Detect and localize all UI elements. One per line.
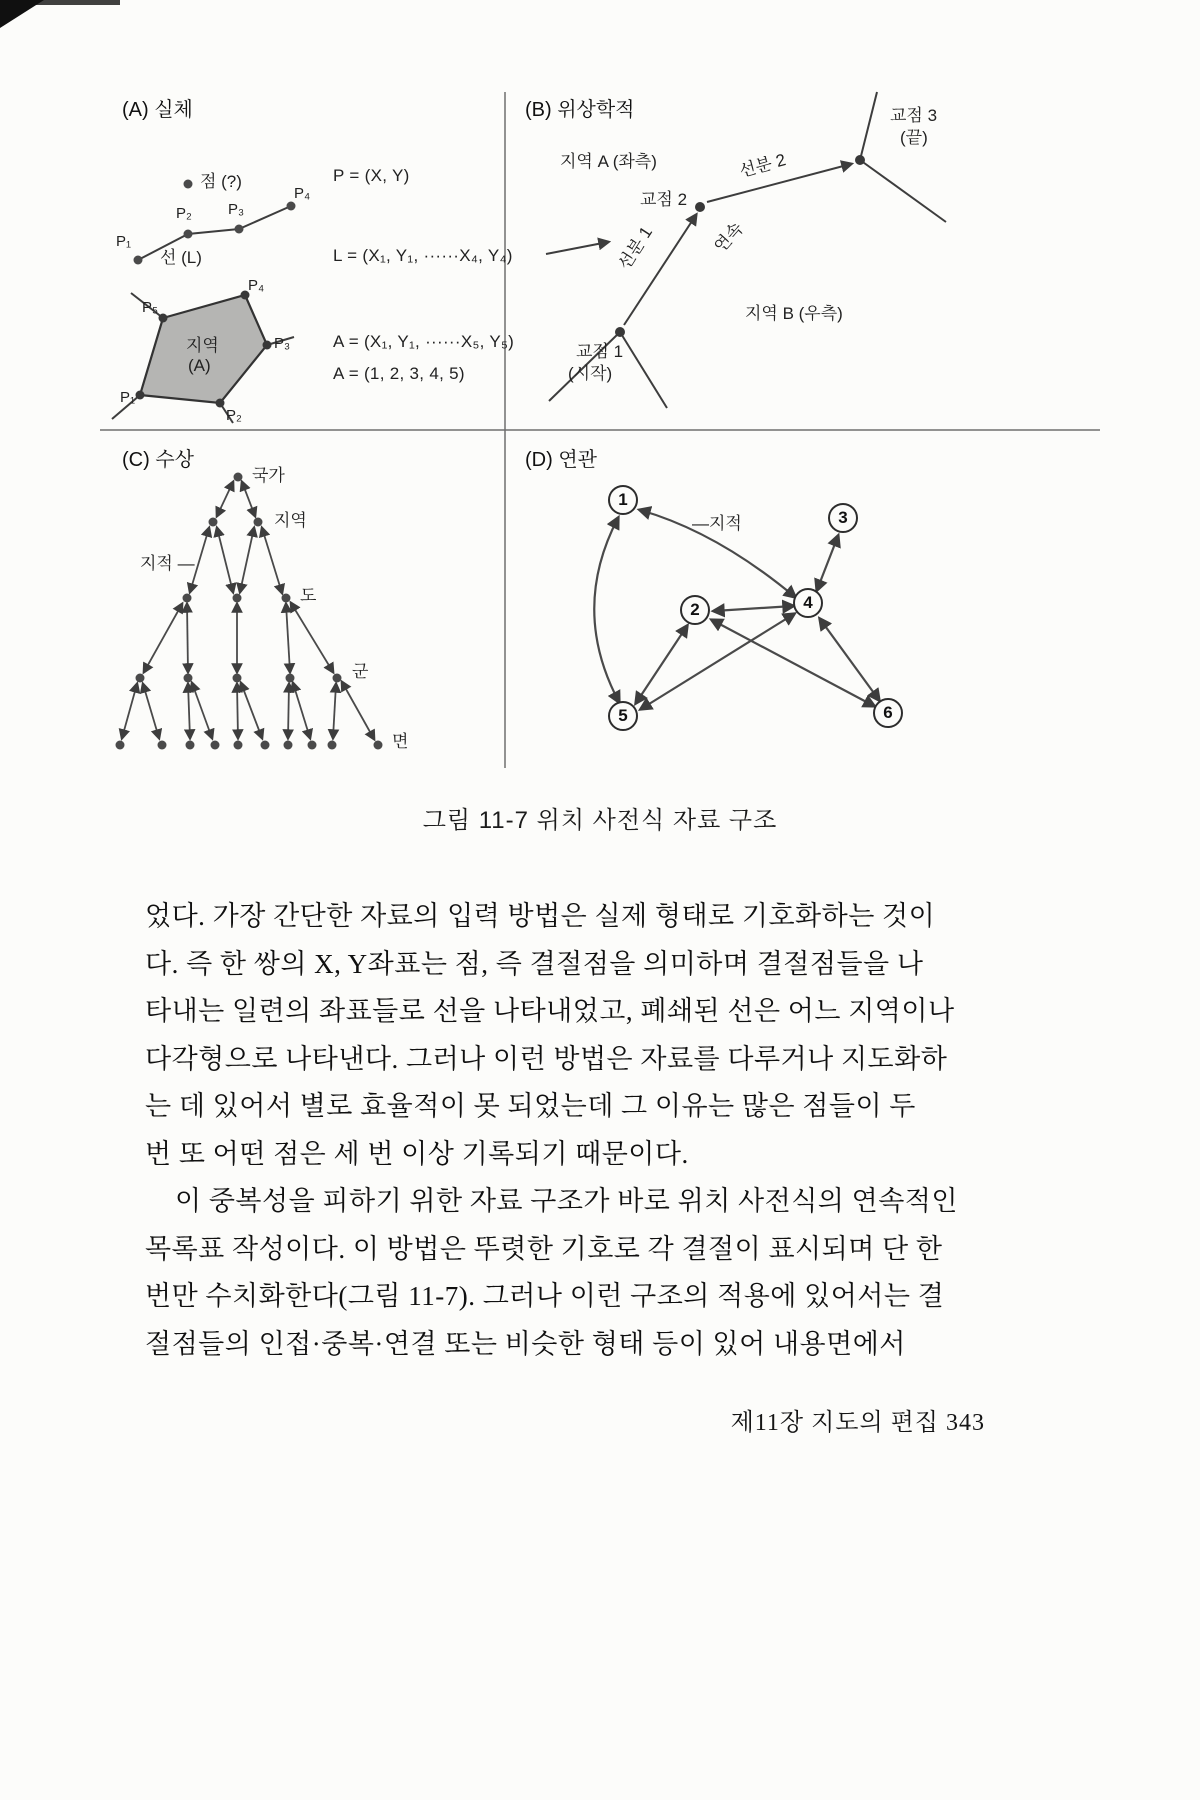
area-label-line2: (A)	[188, 356, 211, 375]
graph-node-1	[608, 485, 638, 515]
tree-level4-label: 면	[392, 732, 409, 751]
graph-node-6-label: 6	[883, 703, 893, 722]
graph-node-3	[828, 503, 858, 533]
panel-c-linework	[116, 473, 383, 750]
node2-label: 교점 2	[640, 190, 688, 209]
point-equation: P = (X, Y)	[333, 166, 410, 185]
figure-linework	[100, 90, 1100, 770]
panel-b-title: (B) 위상학적	[525, 99, 635, 121]
node1-label: 교점 1	[576, 342, 624, 361]
region-a-label: 지역 A (좌측)	[560, 152, 657, 171]
line-vertex-p3: P₃	[228, 201, 245, 218]
body-line-3: 타내는 일련의 좌표들로 선을 나타내었고, 폐쇄된 선은 어느 지역이나	[145, 996, 955, 1026]
tree-jijeok-label: 지적 —	[140, 554, 195, 573]
tree-root-label: 국가	[252, 466, 285, 485]
panel-a-linework	[112, 180, 296, 424]
body-line-7: 이 중복성을 피하기 위한 자료 구조가 바로 위치 사전식의 연속적인	[175, 1186, 958, 1216]
graph-node-5-label: 5	[618, 706, 628, 725]
body-line-10: 절점들의 인접·중복·연결 또는 비슷한 형태 등이 있어 내용면에서	[145, 1328, 906, 1359]
region-b-label: 지역 B (우측)	[745, 304, 843, 323]
panel-c-title: (C) 수상	[122, 449, 194, 471]
line-vertex-p1: P₁	[116, 233, 132, 250]
graph-node-4	[793, 588, 823, 618]
node3-label: 교점 3	[890, 106, 938, 125]
poly-vertex-p4: P₄	[248, 277, 265, 294]
graph-node-2-label: 2	[690, 600, 700, 619]
area-equation-2: A = (1, 2, 3, 4, 5)	[333, 364, 465, 383]
body-line-1: 었다. 가장 간단한 자료의 입력 방법은 실제 형태로 기호화하는 것이	[145, 901, 936, 931]
graph-node-6	[873, 698, 903, 728]
tree-level2-label: 도	[300, 586, 317, 605]
tree-level1-label: 지역	[274, 511, 307, 530]
body-line-9: 번만 수치화한다(그림 11-7). 그러나 이런 구조의 적용에 있어서는 결	[145, 1281, 945, 1311]
line-vertex-p2: P₂	[176, 205, 192, 222]
graph-node-2	[680, 595, 710, 625]
segment1-label: 선분 1	[614, 223, 657, 273]
line-vertex-p4: P₄	[294, 185, 311, 202]
body-text	[145, 893, 995, 1368]
poly-vertex-p1: P₁	[120, 389, 136, 406]
panel-dividers	[100, 92, 1100, 768]
area-equation-1: A = (X₁, Y₁, ······X₅, Y₅)	[333, 332, 515, 351]
graph-node-5	[608, 701, 638, 731]
graph-jijeok-label: —지적	[692, 514, 742, 533]
body-line-5: 는 데 있어서 별로 효율적이 못 되었는데 그 이유는 많은 점들이 두	[145, 1091, 916, 1121]
segment2-label: 선분 2	[737, 150, 788, 181]
graph-node-4-label: 4	[803, 593, 813, 612]
figure-11-7	[100, 90, 1100, 770]
panel-d-linework	[594, 510, 879, 709]
page-footer: 제11장 지도의 편집 343	[730, 1410, 985, 1436]
line-equation: L = (X₁, Y₁, ······X₄, Y₄)	[333, 246, 513, 265]
continuity-label: 연속	[710, 218, 747, 257]
graph-node-3-label: 3	[838, 508, 848, 527]
body-line-4: 다각형으로 나타낸다. 그러나 이런 방법은 자료를 다루거나 지도화하	[145, 1043, 948, 1074]
panel-a-title: (A) 실체	[122, 99, 193, 121]
figure-caption: 그림 11-7 위치 사전식 자료 구조	[422, 807, 778, 834]
body-line-8: 목록표 작성이다. 이 방법은 뚜렷한 기호로 각 결절이 표시되며 단 한	[145, 1233, 943, 1264]
poly-vertex-p3: P₃	[274, 335, 291, 352]
poly-vertex-p5: P₅	[142, 299, 159, 316]
body-line-6: 번 또 어떤 점은 세 번 이상 기록되기 때문이다.	[145, 1138, 689, 1169]
scan-artifact	[0, 0, 120, 5]
area-label-line1: 지역	[186, 336, 219, 355]
body-line-2: 다. 즉 한 쌍의 X, Y좌표는 점, 즉 결절점을 의미하며 결절점들을 나	[145, 948, 924, 979]
tree-level3-label: 군	[352, 662, 369, 681]
panel-d-title: (D) 연관	[525, 449, 597, 471]
point-label: 점 (?)	[200, 172, 242, 191]
line-label: 선 (L)	[160, 248, 202, 267]
poly-vertex-p2: P₂	[226, 407, 242, 424]
node1-sublabel: (시작)	[568, 364, 613, 383]
node3-sublabel: (끝)	[900, 128, 928, 147]
graph-node-1-label: 1	[618, 490, 628, 509]
